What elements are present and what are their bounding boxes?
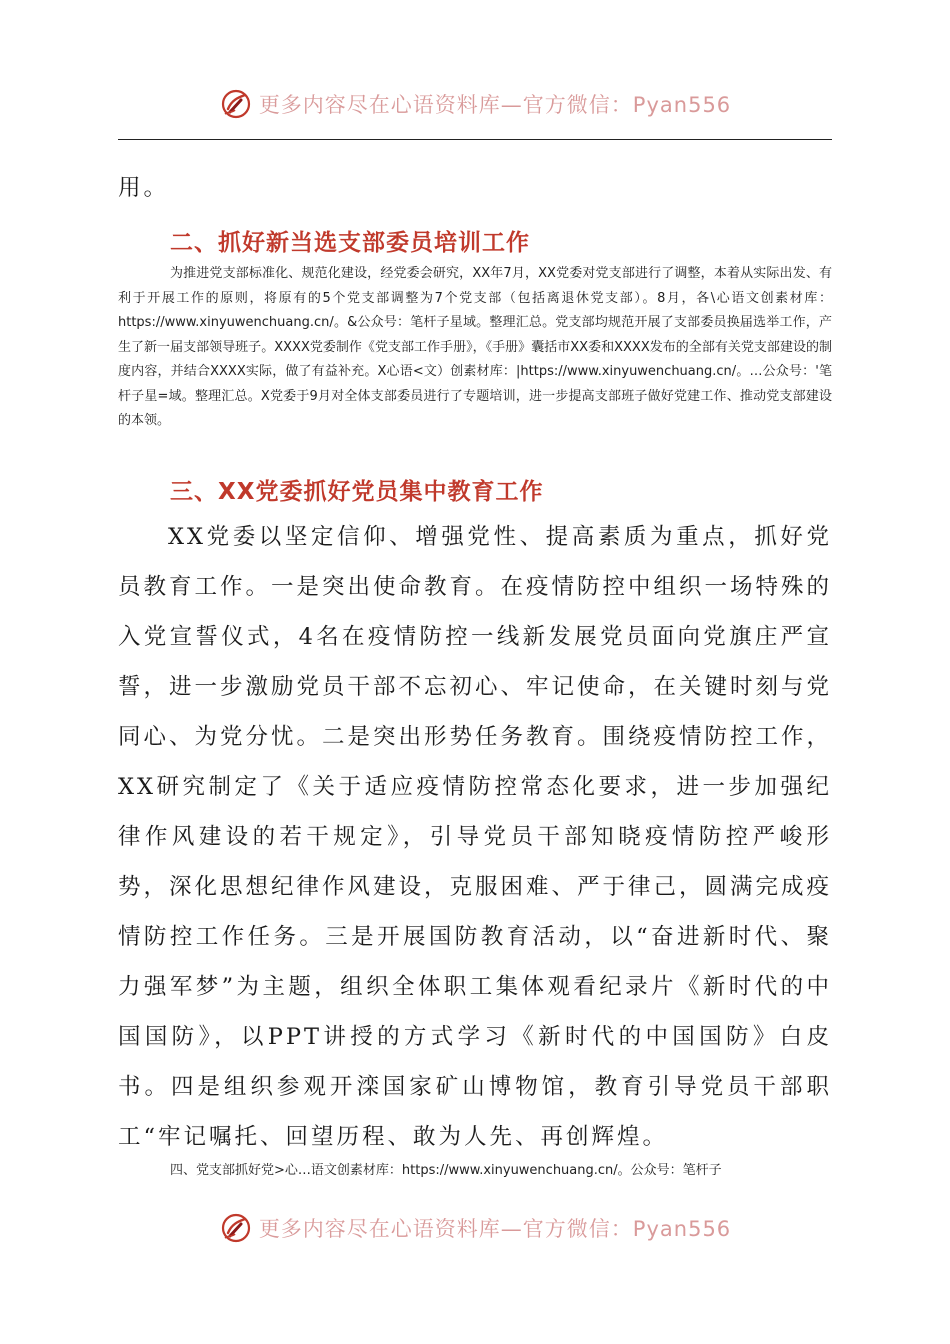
pen-swirl-logo-icon bbox=[219, 1211, 253, 1245]
continuation-text: 用。 bbox=[118, 175, 170, 201]
pen-swirl-logo-icon bbox=[219, 87, 253, 121]
header-banner bbox=[0, 84, 950, 124]
header-divider bbox=[118, 139, 832, 140]
banner-text: 更多内容尽在心语资料库—官方微信：Pyan556 bbox=[258, 93, 732, 117]
section2-body: 为推进党支部标准化、规范化建设，经党委会研究，XX年7月，XX党委对党支部进行了调整，本着从实际出发、有利于开展工作的原则，将原有的5个党支部调整为7个党支部（包括离退休党支部）。8月，各\心语文创素材库：https://www.xinyuwenchuang.cn/。&公众号：笔杆子星域。整理汇总。党支部均规范开展了支部委员换届选举工作，产生了新一届支部领导班子。XXXX党委制作《党支部工作手册》，《手册》囊括市XX委和XXXX发布的全部有关党支部建设的制度内容，并结合XXXX实际，做了有益补充。X心语<文）创素材库：|https://www.xinyuwenchuang.cn/。…公众号：'笔杆子星=域。整理汇总。X党委于9月对全体支部委员进行了专题培训，进一步提高支部班子做好党建工作、推动党支部建设的本领。 bbox=[118, 266, 832, 428]
section3-heading: 三、XX党委抓好党员集中教育工作 bbox=[170, 479, 544, 505]
banner-text: 更多内容尽在心语资料库—官方微信：Pyan556 bbox=[258, 1217, 732, 1241]
section4-start-text: 四、党支部抓好党>心…语文创素材库：https://www.xinyuwenchuang.cn/。公众号：笔杆子 bbox=[170, 1163, 722, 1178]
section2-heading: 二、抓好新当选支部委员培训工作 bbox=[170, 230, 530, 256]
footer-banner bbox=[0, 1208, 950, 1248]
section3-body: XX党委以坚定信仰、增强党性、提高素质为重点，抓好党员教育工作。一是突出使命教育。在疫情防控中组织一场特殊的入党宣誓仪式，4名在疫情防控一线新发展党员面向党旗庄严宣誓，进一步激励党员干部不忘初心、牢记使命，在关键时刻与党同心、为党分忧。二是突出形势任务教育。围绕疫情防控工作，XX研究制定了《关于适应疫情防控常态化要求，进一步加强纪律作风建设的若干规定》，引导党员干部知晓疫情防控严峻形势，深化思想纪律作风建设，克服困难、严于律己，圆满完成疫情防控工作任务。三是开展国防教育活动，以“奋进新时代、聚力强军梦”为主题，组织全体职工集体观看纪录片《新时代的中国国防》，以PPT讲授的方式学习《新时代的中国国防》白皮书。四是组织参观开滦国家矿山博物馆，教育引导党员干部职工“牢记嘱托、回望历程、敢为人先、再创辉煌。 bbox=[118, 524, 833, 1150]
